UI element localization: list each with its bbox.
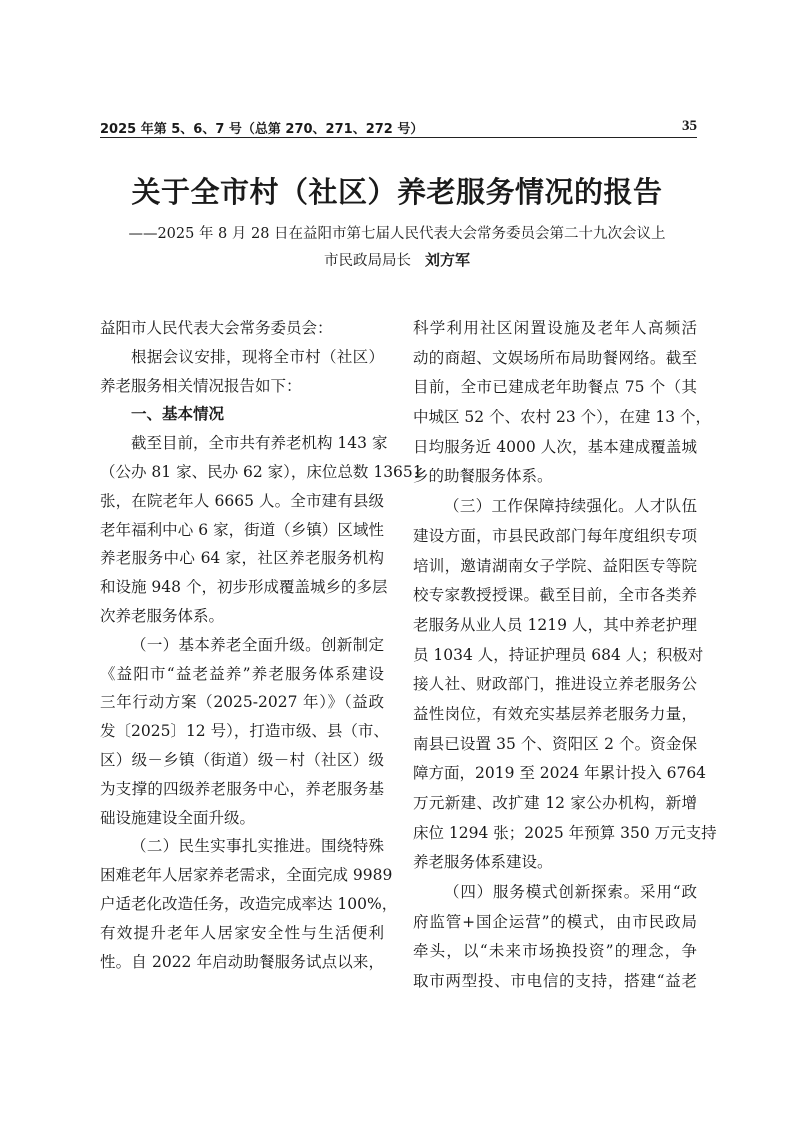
author-name: 刘方军 — [424, 251, 470, 269]
text-line: 牵头，以“未来市场换投资”的理念，争 — [413, 942, 697, 961]
text-line: 建设方面，市县民政部门每年度组织专项 — [413, 526, 697, 545]
text-line: 为支撑的四级养老服务中心，养老服务基 — [100, 779, 384, 798]
text-line: 培训，邀请湖南女子学院、益阳医专等院 — [413, 556, 697, 575]
text-line: （三）工作保障持续强化。人才队伍 — [444, 497, 697, 516]
text-line: 础设施建设全面升级。 — [100, 808, 256, 827]
text-line: 张，在院老年人 6665 人。全市建有县级 — [100, 491, 384, 510]
text-line: 接人社、财政部门，推进设立养老服务公 — [413, 675, 697, 694]
text-line: 老年福利中心 6 家，街道（乡镇）区域性 — [100, 520, 384, 539]
text-line: 床位 1294 张；2025 年预算 350 万元支持 — [413, 823, 717, 842]
running-header — [100, 117, 697, 138]
text-line: 中城区 52 个、农村 23 个），在建 13 个， — [413, 408, 711, 427]
text-line: 截至目前，全市共有养老机构 143 家 — [131, 434, 388, 453]
text-line: 府监管+国企运营”的模式，由市民政局 — [413, 912, 697, 931]
text-line: 员 1034 人，持证护理员 684 人；积极对 — [413, 645, 704, 664]
text-line: 乡的助餐服务体系。 — [413, 467, 553, 486]
text-line: 目前，全市已建成老年助餐点 75 个（其 — [413, 378, 697, 397]
text-line: （二）民生实事扎实推进。围绕特殊 — [131, 837, 384, 856]
text-line: 益阳市人民代表大会常务委员会： — [100, 319, 333, 337]
text-line: 日均服务近 4000 人次，基本建成覆盖城 — [413, 437, 697, 456]
text-line: 户适老化改造任务，改造完成率达 100%， — [100, 894, 398, 913]
issue-info: 2025 年第 5、6、7 号（总第 270、271、272 号） — [100, 122, 424, 137]
text-line: 老服务从业人员 1219 人，其中养老护理 — [413, 615, 697, 634]
text-line: 科学利用社区闲置设施及老年人高频活 — [413, 319, 697, 337]
text-line: 障方面，2019 至 2024 年累计投入 6764 — [413, 764, 707, 783]
text-line: 南县已设置 35 个、资阳区 2 个。资金保 — [413, 734, 697, 753]
report-title: 关于全市村（社区）养老服务情况的报告 — [131, 175, 663, 209]
text-line: 区）级－乡镇（街道）级－村（社区）级 — [100, 750, 384, 769]
text-line: 取市两型投、市电信的支持，搭建“益老 — [413, 972, 697, 991]
text-line: 根据会议安排，现将全市村（社区） — [131, 347, 384, 366]
text-line: 困难老年人居家养老需求，全面完成 9989 — [100, 866, 393, 885]
text-line: 养老服务相关情况报告如下： — [100, 376, 302, 395]
report-subtitle: ——2025 年 8 月 28 日在益阳市第七届人民代表大会常务委员会第二十九次会议上 — [128, 226, 666, 242]
text-line: 有效提升老年人居家安全性与生活便利 — [100, 923, 384, 942]
text-line: 养老服务体系建设。 — [413, 853, 553, 872]
author-position: 市民政局局长 — [323, 253, 411, 269]
text-line: 益性岗位，有效充实基层养老服务力量， — [413, 704, 697, 723]
right-column — [413, 317, 717, 1000]
text-line: 养老服务中心 64 家，社区养老服务机构 — [100, 549, 384, 568]
text-line: 和设施 948 个，初步形成覆盖城乡的多层 — [100, 578, 388, 597]
text-line: 三年行动方案（2025-2027 年）》（益政 — [100, 693, 384, 712]
text-line: 性。自 2022 年启动助餐服务试点以来， — [100, 952, 384, 971]
text-line: 校专家教授授课。截至目前，全市各类养 — [413, 586, 697, 605]
section-heading: 一、基本情况 — [131, 405, 225, 424]
author-line — [0, 249, 794, 270]
text-line: 万元新建、改扩建 12 家公办机构，新增 — [413, 794, 697, 812]
text-line: （一）基本养老全面升级。创新制定 — [131, 635, 384, 654]
text-line: 动的商超、文娱场所布局助餐网络。截至 — [413, 348, 697, 367]
text-line: （四）服务模式创新探索。采用“政 — [444, 883, 697, 902]
text-line: （公办 81 家、民办 62 家），床位总数 13651 — [100, 462, 423, 481]
left-column — [100, 317, 423, 979]
text-line: 发〔2025〕12 号），打造市级、县（市、 — [100, 722, 389, 741]
text-line: 《益阳市“益老益养”养老服务体系建设 — [100, 664, 384, 683]
page-number: 35 — [682, 118, 697, 134]
text-line: 次养老服务体系。 — [100, 606, 225, 625]
